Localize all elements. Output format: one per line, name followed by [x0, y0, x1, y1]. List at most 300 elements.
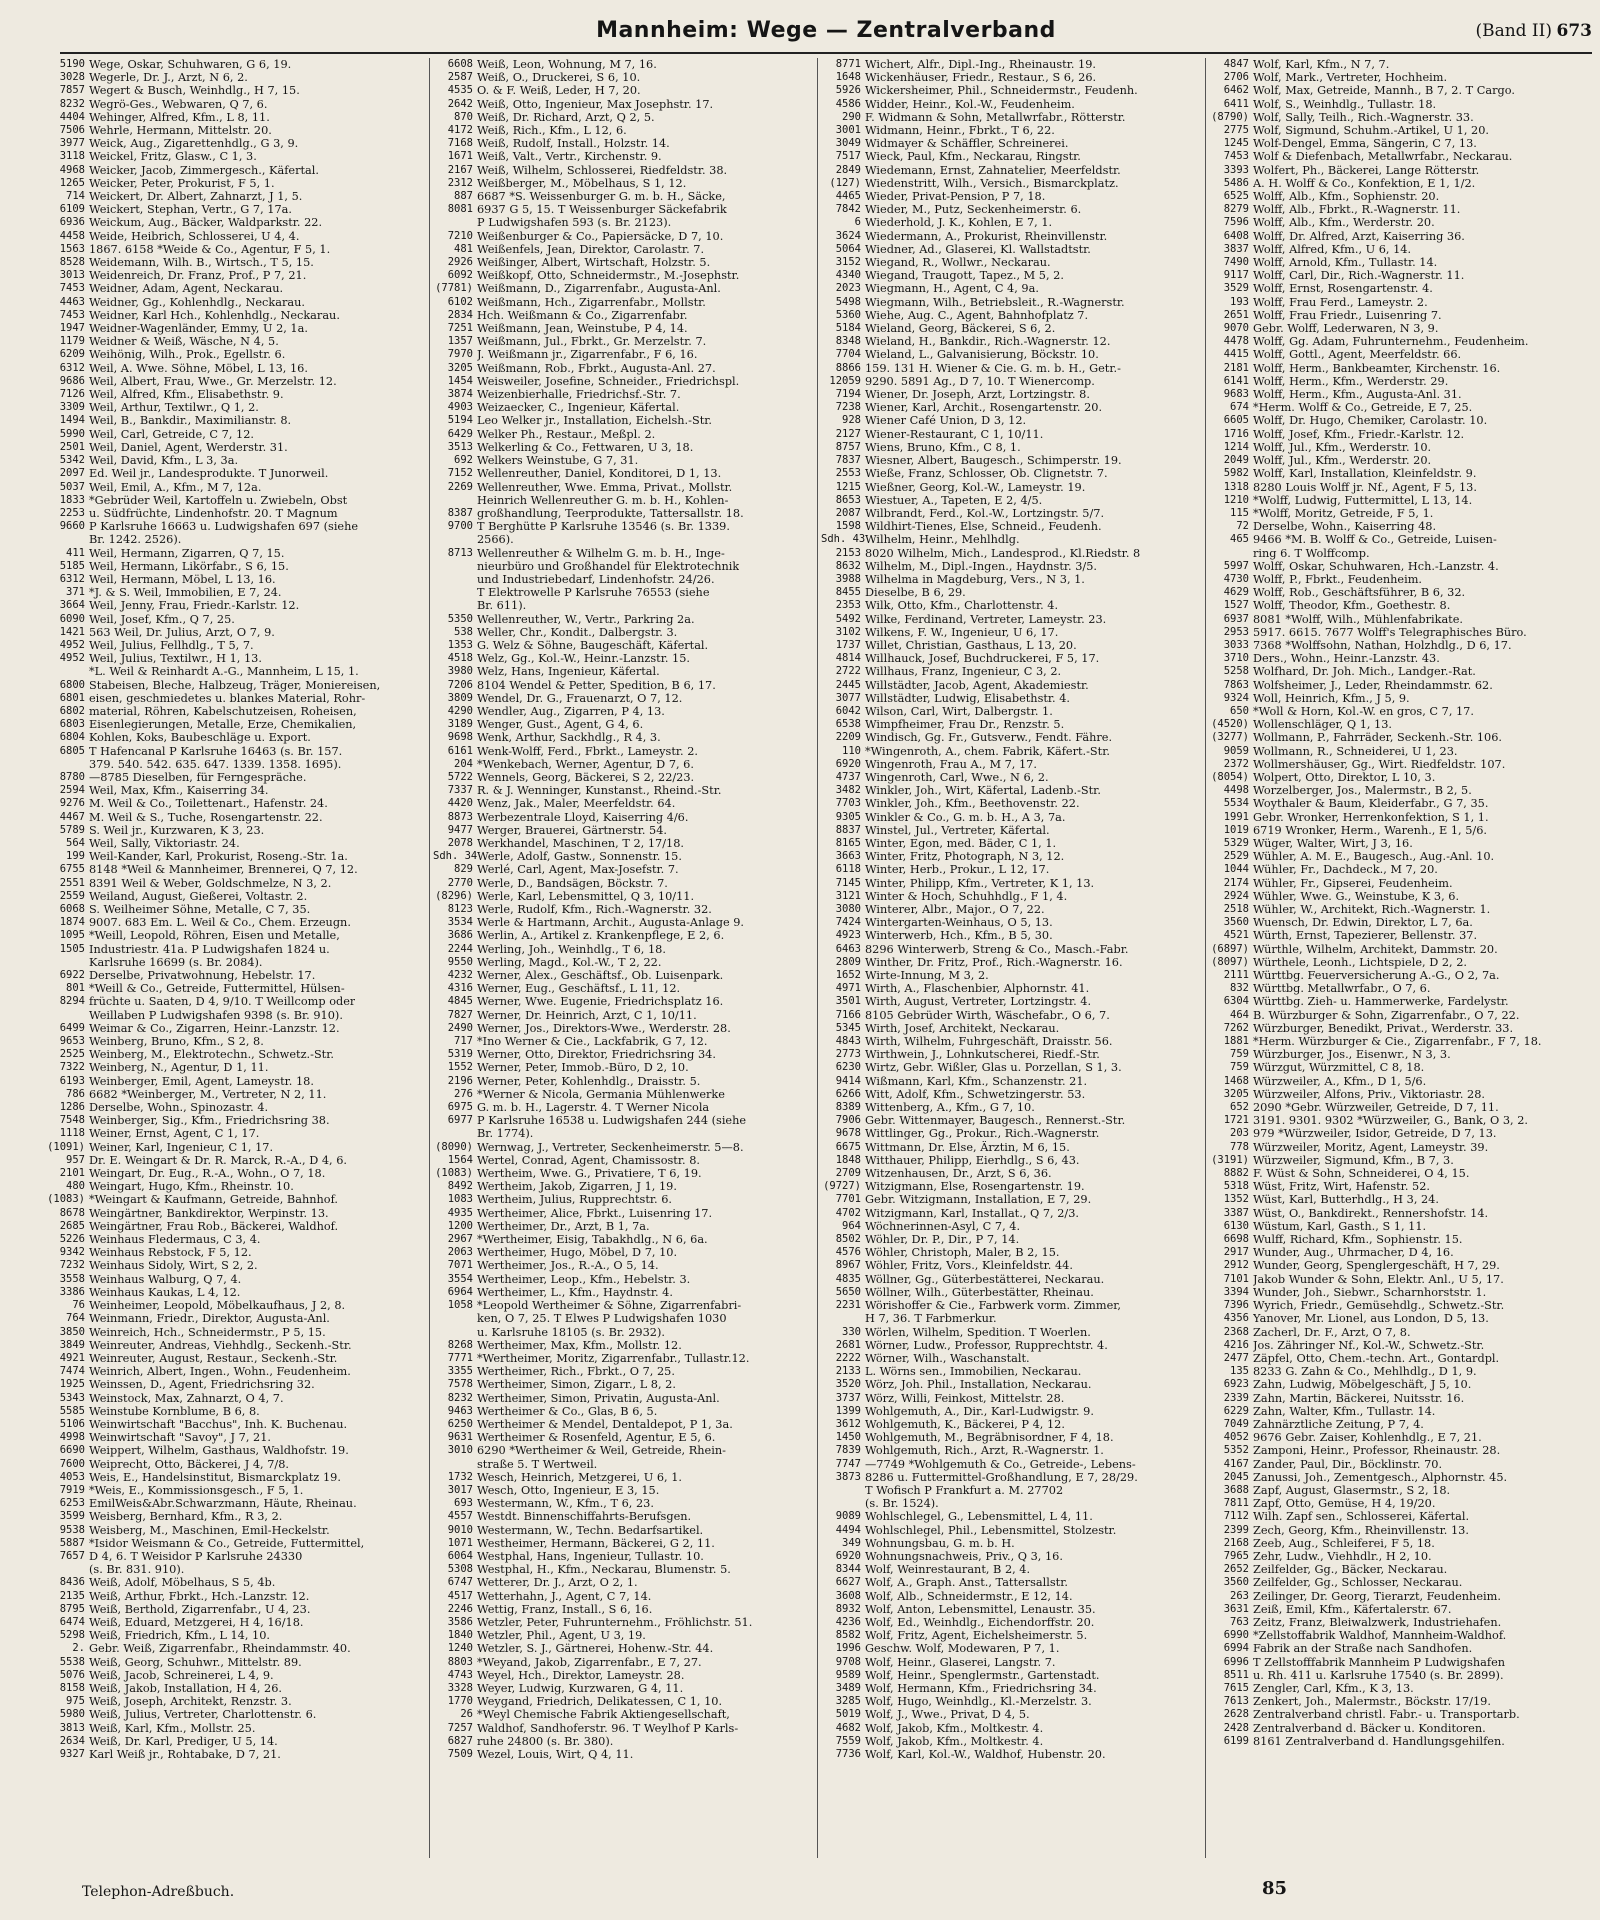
directory-entry — [821, 1141, 1202, 1154]
phone-number: 7424 — [835, 916, 861, 929]
directory-entry — [433, 1286, 814, 1299]
entry-text: Werner, Eug., Geschäftsf., L 11, 12. — [477, 982, 681, 996]
phone-number: (7781) — [435, 282, 473, 295]
directory-entry — [1209, 547, 1591, 560]
phone-number: 1118 — [59, 1127, 85, 1140]
entry-text: Weißberger, M., Möbelhaus, S 1, 12. — [477, 176, 687, 190]
entry-text: Wollmershäuser, Gg., Wirt. Riedfeldstr. 107. — [1253, 757, 1506, 771]
phone-number: 8795 — [59, 1602, 85, 1615]
directory-entry — [1209, 1180, 1591, 1193]
entry-text: Wetterhahn, J., Agent, C 7, 14. — [477, 1589, 652, 1603]
phone-number: 3152 — [835, 256, 861, 269]
entry-text: u. Südfrüchte, Lindenhofstr. 20. T Magnum — [89, 506, 338, 520]
entry-text: Wieße, Franz, Schlosser, Ob. Clignetstr. 7. — [865, 467, 1108, 481]
phone-number: 2529 — [1223, 850, 1249, 863]
directory-entry — [821, 903, 1202, 916]
directory-entry — [1209, 969, 1591, 982]
entry-text: *Herm. Wolff & Co., Getreide, E 7, 25. — [1253, 401, 1473, 415]
entry-text: Weinberger, Sig., Kfm., Friedrichsring 38. — [89, 1114, 330, 1128]
directory-entry — [821, 401, 1202, 414]
phone-number: 4968 — [59, 163, 85, 176]
entry-text: Weingart, Dr. Eug., R.-A., Wohn., O 7, 18. — [89, 1167, 326, 1181]
phone-number: 4971 — [835, 982, 861, 995]
directory-entry — [45, 177, 426, 190]
entry-text: Wenk-Wolff, Ferd., Fbrkt., Lameystr. 2. — [477, 744, 698, 758]
entry-text: Weinhaus Sidoly, Wirt, S 2, 2. — [89, 1259, 258, 1273]
directory-entry — [821, 520, 1202, 533]
directory-entry — [433, 309, 814, 322]
entry-text: Wolf, Heinr., Spenglermstr., Gartenstadt. — [865, 1668, 1100, 1682]
directory-entry — [433, 995, 814, 1008]
phone-number: 3624 — [835, 229, 861, 242]
directory-entry — [433, 705, 814, 718]
directory-entry — [45, 58, 426, 71]
phone-number: 8158 — [59, 1681, 85, 1694]
directory-entry — [1209, 335, 1591, 348]
directory-entry — [45, 1458, 426, 1471]
directory-entry — [1209, 111, 1591, 124]
directory-entry — [821, 811, 1202, 824]
phone-number: 2926 — [447, 256, 473, 269]
phone-number: (8054) — [1211, 770, 1249, 783]
directory-entry — [1209, 282, 1591, 295]
phone-number: 2709 — [835, 1167, 861, 1180]
phone-number: 2594 — [59, 784, 85, 797]
directory-entry — [821, 692, 1202, 705]
entry-text: Windisch, Gg. Fr., Gutsverw., Fendt. Fähre. — [865, 731, 1113, 745]
phone-number: 3121 — [835, 889, 861, 902]
entry-text: Willstädter, Jacob, Agent, Akademiestr. — [865, 678, 1089, 692]
entry-text: Ed. Weil jr., Landesprodukte. T Junorweil. — [89, 467, 329, 481]
phone-number: (9727) — [823, 1180, 861, 1193]
directory-entry — [821, 771, 1202, 784]
phone-number: 6800 — [59, 678, 85, 691]
phone-number: 2775 — [1223, 124, 1249, 137]
entry-text: Wiegmann, H., Agent, C 4, 9a. — [865, 282, 1039, 296]
phone-number: 832 — [1230, 982, 1249, 995]
directory-entry — [821, 1708, 1202, 1721]
directory-entry — [821, 1590, 1202, 1603]
phone-number: 2246 — [447, 1602, 473, 1615]
entry-text: Westheimer, Hermann, Bäckerei, G 2, 11. — [477, 1536, 715, 1550]
entry-text: Wenz, Jak., Maler, Meerfeldstr. 64. — [477, 797, 676, 811]
phone-number: 3205 — [447, 361, 473, 374]
phone-number: 6802 — [59, 704, 85, 717]
directory-entry — [821, 613, 1202, 626]
entry-text: Woll, Heinrich, Kfm., J 5, 9. — [1253, 691, 1410, 705]
entry-text: Wohlschlegel, Phil., Lebensmittel, Stolzestr. — [865, 1523, 1117, 1537]
phone-number: (127) — [829, 176, 861, 189]
phone-number: 1450 — [835, 1431, 861, 1444]
entry-text: Weinberg, N., Agentur, D 1, 11. — [89, 1061, 269, 1075]
phone-number: 6803 — [59, 718, 85, 731]
entry-text: Weinhaus Walburg, Q 7, 4. — [89, 1272, 242, 1286]
phone-number: 2196 — [447, 1074, 473, 1087]
phone-number: 4835 — [835, 1272, 861, 1285]
directory-entry — [433, 784, 814, 797]
directory-entry — [45, 1576, 426, 1589]
directory-entry — [45, 1629, 426, 1642]
phone-number: 6801 — [59, 691, 85, 704]
entry-text: Wertheimer, Leop., Kfm., Hebelstr. 3. — [477, 1272, 691, 1286]
phone-number: 4404 — [59, 110, 85, 123]
directory-entry — [821, 837, 1202, 850]
entry-text: Kohlen, Koks, Baubeschläge u. Export. — [89, 731, 311, 745]
directory-entry — [1209, 309, 1591, 322]
entry-text: Wörz, Joh. Phil., Installation, Neckarau. — [865, 1378, 1092, 1392]
directory-entry — [821, 679, 1202, 692]
entry-text: Weil, A. Wwe. Söhne, Möbel, L 13, 16. — [89, 361, 308, 375]
phone-number: 1505 — [59, 942, 85, 955]
phone-number: 9686 — [59, 374, 85, 387]
entry-text: Weil, Hermann, Zigarren, Q 7, 15. — [89, 546, 285, 560]
directory-entry — [821, 1339, 1202, 1352]
directory-entry — [45, 705, 426, 718]
directory-entry — [821, 441, 1202, 454]
phone-number: 1454 — [447, 374, 473, 387]
phone-number: 2628 — [1223, 1708, 1249, 1721]
phone-number: 9678 — [835, 1127, 861, 1140]
entry-text: Wickenhäuser, Friedr., Restaur., S 6, 26. — [865, 71, 1097, 85]
phone-number: 4535 — [447, 84, 473, 97]
phone-number: 8837 — [835, 823, 861, 836]
directory-entry — [433, 137, 814, 150]
entry-text: Wendler, Aug., Zigarren, P 4, 13. — [477, 704, 665, 718]
directory-entry — [45, 362, 426, 375]
entry-text: Weinberger, Emil, Agent, Lameystr. 18. — [89, 1074, 314, 1088]
directory-entry — [45, 494, 426, 507]
directory-entry — [821, 758, 1202, 771]
entry-text: Wörner, Ludw., Professor, Rupprechtstr. 4. — [865, 1338, 1108, 1352]
directory-entry — [45, 335, 426, 348]
entry-text: Weide, Heibrich, Schlosserei, U 4, 4. — [89, 229, 300, 243]
directory-entry — [45, 322, 426, 335]
entry-text: Werner, Alex., Geschäftsf., Ob. Luisenpark. — [477, 969, 724, 983]
entry-text: Wolf-Dengel, Emma, Sängerin, C 7, 13. — [1253, 137, 1477, 151]
phone-number: 1265 — [59, 176, 85, 189]
phone-number: 4420 — [447, 797, 473, 810]
phone-number: 3386 — [59, 1285, 85, 1298]
entry-text: Weiß, Adolf, Möbelhaus, S 5, 4b. — [89, 1576, 276, 1590]
entry-text: Wittlinger, Gg., Prokur., Rich.-Wagnerstr. — [865, 1127, 1100, 1141]
directory-entry — [1209, 388, 1591, 401]
phone-number: 135 — [1230, 1365, 1249, 1378]
directory-entry — [45, 1405, 426, 1418]
phone-number — [433, 1127, 477, 1140]
entry-text: Wirte-Innung, M 3, 2. — [865, 969, 989, 983]
entry-text: (s. Br. 1524). — [865, 1497, 939, 1511]
entry-text: Wolff, Rob., Geschäftsführer, B 6, 32. — [1253, 586, 1466, 600]
entry-text: Wege, Oskar, Schuhwaren, G 6, 19. — [89, 58, 292, 71]
entry-text: Gebr. Wolff, Lederwaren, N 3, 9. — [1253, 322, 1439, 336]
directory-entry — [1209, 995, 1591, 1008]
entry-text: Weiß, Rudolf, Install., Holzstr. 14. — [477, 137, 670, 151]
entry-text: Wöhler, Christoph, Maler, B 2, 15. — [865, 1246, 1060, 1260]
phone-number: 957 — [66, 1153, 85, 1166]
directory-entry — [433, 150, 814, 163]
phone-number: 4517 — [447, 1589, 473, 1602]
directory-entry — [433, 190, 814, 203]
directory-entry — [1209, 1418, 1591, 1431]
phone-number: 3102 — [835, 625, 861, 638]
phone-number: 3285 — [835, 1695, 861, 1708]
phone-number: 1058 — [447, 1299, 473, 1312]
directory-entry — [821, 599, 1202, 612]
phone-number: 9631 — [447, 1431, 473, 1444]
entry-text: Weinmann, Friedr., Direktor, Augusta-Anl. — [89, 1312, 330, 1326]
phone-number — [821, 1497, 865, 1510]
directory-entry — [433, 1061, 814, 1074]
phone-number: 349 — [842, 1536, 861, 1549]
directory-entry — [433, 177, 814, 190]
directory-entry — [433, 348, 814, 361]
phone-number: 1598 — [835, 520, 861, 533]
entry-text: Winter, Fritz, Photograph, N 3, 12. — [865, 850, 1065, 864]
entry-text: Jos. Zähringer Nf., Kol.-W., Schwetz.-Str. — [1253, 1338, 1485, 1352]
entry-text: Werner, Peter, Kohlenhdlg., Draisstr. 5. — [477, 1074, 701, 1088]
directory-entry — [433, 916, 814, 929]
phone-number: 4052 — [1223, 1431, 1249, 1444]
directory-entry — [821, 560, 1202, 573]
directory-entry — [433, 1669, 814, 1682]
entry-text: Weicker, Peter, Prokurist, F 5, 1. — [89, 176, 275, 190]
directory-entry — [1209, 929, 1591, 942]
phone-number: 4518 — [447, 652, 473, 665]
phone-number: 2231 — [835, 1299, 861, 1312]
entry-text: Weiß, Georg, Schuhwr., Mittelstr. 89. — [89, 1655, 302, 1669]
entry-text: Wunder, Aug., Uhrmacher, D 4, 16. — [1253, 1246, 1454, 1260]
entry-text: 6290 *Wertheimer & Weil, Getreide, Rhein- — [477, 1444, 726, 1458]
entry-text: Weihönig, Wilh., Prok., Egellstr. 6. — [89, 348, 286, 362]
phone-number: 652 — [1230, 1101, 1249, 1114]
directory-entry — [821, 1101, 1202, 1114]
directory-entry — [45, 1444, 426, 1457]
directory-entry — [1209, 784, 1591, 797]
directory-entry — [45, 903, 426, 916]
phone-number: 1732 — [447, 1470, 473, 1483]
directory-entry — [1209, 1484, 1591, 1497]
phone-number: 2770 — [447, 876, 473, 889]
directory-entry — [821, 1603, 1202, 1616]
directory-entry — [433, 1418, 814, 1431]
entry-text: Wolf, Sally, Teilh., Rich.-Wagnerstr. 33. — [1253, 110, 1474, 124]
entry-text: Weiland, August, Gießerei, Voltastr. 2. — [89, 889, 308, 903]
entry-text: Wolff, Carl, Dir., Rich.-Wagnerstr. 11. — [1253, 269, 1465, 283]
phone-number: (1083) — [435, 1167, 473, 1180]
entry-text: Wirth, A., Flaschenbier, Alphornstr. 41. — [865, 982, 1090, 996]
entry-text: P Karlsruhe 16663 u. Ludwigshafen 697 (siehe — [89, 520, 359, 534]
directory-entry — [433, 296, 814, 309]
directory-entry — [821, 362, 1202, 375]
directory-entry — [821, 124, 1202, 137]
directory-entry — [1209, 1735, 1591, 1748]
phone-number: 4952 — [59, 638, 85, 651]
entry-text: Wolff, P., Fbrkt., Feudenheim. — [1253, 572, 1423, 586]
directory-entry — [433, 1273, 814, 1286]
phone-number: 1318 — [1223, 480, 1249, 493]
phone-number: 6525 — [1223, 190, 1249, 203]
directory-entry — [433, 269, 814, 282]
entry-text: Yanover, Mr. Lionel, aus London, D 5, 13. — [1253, 1312, 1489, 1326]
entry-text: Wolff, Josef, Kfm., Friedr.-Karlstr. 12. — [1253, 427, 1465, 441]
entry-text: Wollmann, P., Fahrräder, Seckenh.-Str. 106. — [1253, 731, 1503, 745]
entry-text: *Gebrüder Weil, Kartoffeln u. Zwiebeln, Obst — [89, 493, 348, 507]
entry-text: EmilWeis&Abr.Schwarzmann, Häute, Rheinau. — [89, 1497, 357, 1511]
phone-number: 2652 — [1223, 1563, 1249, 1576]
directory-entry — [433, 84, 814, 97]
directory-entry — [45, 1193, 426, 1206]
phone-number: 5360 — [835, 308, 861, 321]
directory-entry — [821, 150, 1202, 163]
phone-number: 4316 — [447, 982, 473, 995]
entry-text: Wieland, H., Bankdir., Rich.-Wagnerstr. 12. — [865, 335, 1111, 349]
phone-number: 6964 — [447, 1285, 473, 1298]
directory-entry — [1209, 560, 1591, 573]
phone-number: 5329 — [1223, 836, 1249, 849]
directory-entry — [1209, 1299, 1591, 1312]
phone-number: 2490 — [447, 1021, 473, 1034]
phone-number: 6042 — [835, 704, 861, 717]
directory-entry — [821, 375, 1202, 388]
entry-text: Gebr. Wronker, Herrenkonfektion, S 1, 1. — [1253, 810, 1489, 824]
phone-number: 6990 — [1223, 1629, 1249, 1642]
directory-entry — [45, 1563, 426, 1576]
entry-text: Weil, Josef, Kfm., Q 7, 25. — [89, 612, 235, 626]
entry-text: Wertheimer, Max, Kfm., Mollstr. 12. — [477, 1338, 682, 1352]
phone-number: 6312 — [59, 361, 85, 374]
phone-number: 6538 — [835, 718, 861, 731]
directory-entry — [1209, 1695, 1591, 1708]
directory-entry — [821, 929, 1202, 942]
phone-number: 4576 — [835, 1246, 861, 1259]
phone-number: 199 — [66, 850, 85, 863]
entry-text: 8286 u. Futtermittel-Großhandlung, E 7, 28/29. — [865, 1470, 1138, 1484]
directory-entry — [821, 414, 1202, 427]
entry-text: 379. 540. 542. 635. 647. 1339. 1358. 1695). — [89, 757, 342, 771]
phone-number: 4935 — [447, 1206, 473, 1219]
entry-text: Weiß, Jakob, Installation, H 4, 26. — [89, 1681, 283, 1695]
directory-entry — [821, 784, 1202, 797]
entry-text: 8233 G. Zahn & Co., Mehlhdlg., D 1, 9. — [1253, 1365, 1477, 1379]
entry-text: Wieland, Georg, Bäckerei, S 6, 2. — [865, 322, 1056, 336]
entry-text: 159. 131 H. Wiener & Cie. G. m. b. H., Getr.- — [865, 361, 1121, 375]
directory-entry — [45, 1048, 426, 1061]
phone-number: 7613 — [1223, 1695, 1249, 1708]
entry-text: Wühler, W., Architekt, Rich.-Wagnerstr. 1. — [1253, 903, 1491, 916]
directory-entry — [433, 282, 814, 295]
directory-entry — [433, 1048, 814, 1061]
phone-number: 6118 — [835, 863, 861, 876]
directory-entry — [45, 1642, 426, 1655]
entry-text: Wöllner, Wilh., Güterbestätter, Rheinau. — [865, 1285, 1094, 1299]
entry-text: Zapf, August, Glasermstr., S 2, 18. — [1253, 1483, 1451, 1497]
directory-entry — [821, 1418, 1202, 1431]
phone-number — [45, 956, 89, 969]
entry-text: Weiß, Wilhelm, Schlosserei, Riedfeldstr. 38. — [477, 163, 728, 177]
entry-text: *Woll & Horn, Kol.-W. en gros, C 7, 17. — [1253, 704, 1474, 718]
phone-number: 4467 — [59, 810, 85, 823]
directory-entry — [821, 705, 1202, 718]
entry-text: Wilk, Otto, Kfm., Charlottenstr. 4. — [865, 599, 1059, 613]
directory-entry — [821, 824, 1202, 837]
directory-entry — [433, 956, 814, 969]
directory-entry — [433, 982, 814, 995]
entry-text: ken, O 7, 25. T Elwes P Ludwigshafen 1030 — [477, 1312, 727, 1326]
entry-text: Würthele, Leonh., Lichtspiele, D 2, 2. — [1253, 955, 1467, 969]
entry-text: G. Welz & Söhne, Baugeschäft, Käfertal. — [477, 638, 709, 652]
phone-number: 6090 — [59, 612, 85, 625]
entry-text: Weißmann, Rob., Fbrkt., Augusta-Anl. 27. — [477, 361, 716, 375]
phone-number: 9700 — [447, 520, 473, 533]
directory-entry — [45, 1273, 426, 1286]
entry-text: Weiß, O., Druckerei, S 6, 10. — [477, 71, 641, 85]
phone-number: 1881 — [1223, 1035, 1249, 1048]
entry-text: straße 5. T Wertweil. — [477, 1457, 598, 1471]
directory-entry — [45, 573, 426, 586]
phone-number: 2917 — [1223, 1246, 1249, 1259]
phone-number: 5352 — [1223, 1444, 1249, 1457]
phone-number: 6312 — [59, 572, 85, 585]
phone-number: 2153 — [835, 546, 861, 559]
phone-number: 2809 — [835, 955, 861, 968]
entry-text: Waldhof, Sandhoferstr. 96. T Weylhof P Karls- — [477, 1721, 739, 1735]
phone-number: 5185 — [59, 559, 85, 572]
entry-text: Weiner, Ernst, Agent, C 1, 17. — [89, 1127, 260, 1141]
phone-number: 2634 — [59, 1734, 85, 1747]
entry-text: Weinheimer, Leopold, Möbelkaufhaus, J 2, 8. — [89, 1299, 346, 1313]
directory-entry — [1209, 1629, 1591, 1642]
directory-entry — [433, 626, 814, 639]
entry-text: Wilhelma in Magdeburg, Vers., N 3, 1. — [865, 572, 1085, 586]
phone-number: 7827 — [447, 1008, 473, 1021]
directory-entry — [821, 1722, 1202, 1735]
phone-number: 6474 — [59, 1615, 85, 1628]
entry-text: Wühler, A. M. E., Baugesch., Aug.-Anl. 10. — [1253, 850, 1495, 864]
phone-number: 4843 — [835, 1035, 861, 1048]
directory-entry — [433, 1405, 814, 1418]
entry-text: Derselbe, Privatwohnung, Hebelstr. 17. — [89, 969, 316, 983]
phone-number: 4586 — [835, 97, 861, 110]
entry-text: Zech, Georg, Kfm., Rheinvillenstr. 13. — [1253, 1523, 1469, 1537]
entry-text: Widder, Heinr., Kol.-W., Feudenheim. — [865, 97, 1075, 111]
phone-number: 7578 — [447, 1378, 473, 1391]
entry-text: *Werner & Nicola, Germania Mühlenwerke — [477, 1087, 725, 1101]
phone-number: 5342 — [59, 454, 85, 467]
directory-entry — [821, 348, 1202, 361]
directory-entry — [821, 995, 1202, 1008]
entry-text: Weiß, Karl, Kfm., Mollstr. 25. — [89, 1721, 256, 1735]
directory-entry — [45, 1365, 426, 1378]
entry-text: T Hafencanal P Karlsruhe 16463 (s. Br. 157. — [89, 744, 343, 758]
entry-text: Weick, Aug., Zigarettenhdlg., G 3, 9. — [89, 137, 299, 151]
phone-number: 7771 — [447, 1351, 473, 1364]
phone-number: 9089 — [835, 1510, 861, 1523]
directory-entry — [821, 1299, 1202, 1312]
phone-number: 12059 — [829, 374, 861, 387]
phone-number: 4730 — [1223, 572, 1249, 585]
directory-entry — [433, 1616, 814, 1629]
directory-entry — [1209, 903, 1591, 916]
phone-number: 5064 — [835, 242, 861, 255]
entry-text: Wichert, Alfr., Dipl.-Ing., Rheinaustr. 19. — [865, 58, 1096, 71]
phone-number: 7615 — [1223, 1681, 1249, 1694]
entry-text: Weidner, Karl Hch., Kohlenhdlg., Neckarau. — [89, 308, 340, 322]
phone-number: (6897) — [1211, 942, 1249, 955]
entry-text: Wiedemann, Ernst, Zahnatelier, Meerfeldstr. — [865, 163, 1121, 177]
directory-entry — [821, 296, 1202, 309]
phone-number: 6229 — [1223, 1404, 1249, 1417]
phone-number: 5308 — [447, 1563, 473, 1576]
